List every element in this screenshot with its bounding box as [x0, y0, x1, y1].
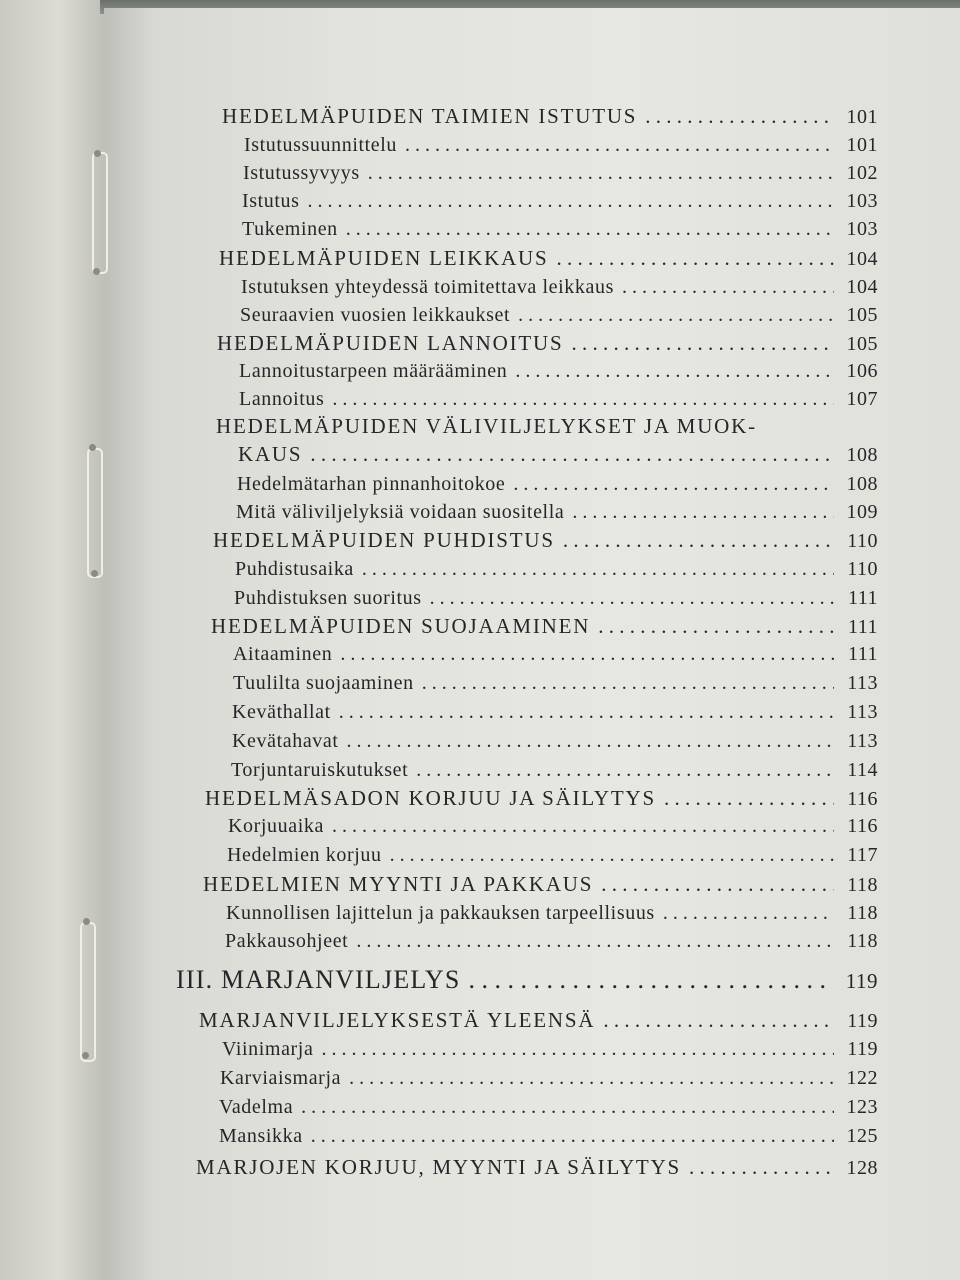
toc-entry-page: 101 — [846, 106, 878, 128]
dot-leader — [362, 558, 834, 581]
dot-leader — [513, 473, 834, 496]
toc-entry-title: Kunnollisen lajittelun ja pakkauksen tarpeellisuus — [226, 902, 655, 924]
toc-entry — [240, 304, 878, 327]
dot-leader — [356, 930, 834, 953]
toc-entry-page: 109 — [846, 501, 878, 523]
toc-entry — [233, 672, 878, 695]
toc-entry-title: Tuulilta suojaaminen — [233, 672, 414, 694]
toc-entry-title: Keväthallat — [232, 701, 331, 723]
toc-entry-title: Hedelmätarhan pinnanhoitokoe — [237, 473, 506, 495]
toc-entry-title: Korjuuaika — [228, 815, 324, 837]
toc-entry-title: Hedelmien korjuu — [227, 844, 382, 866]
toc-entry-page: 105 — [846, 333, 878, 355]
toc-entry-title: HEDELMÄPUIDEN LEIKKAUS — [219, 246, 549, 270]
toc-entry-title-wrapped: HEDELMÄPUIDEN VÄLIVILJELYKSET JA MUOK- — [216, 414, 757, 438]
toc-entry — [219, 246, 878, 271]
toc-entry — [222, 1038, 878, 1061]
toc-entry — [217, 331, 878, 356]
toc-entry — [244, 134, 878, 157]
toc-entry — [231, 759, 878, 782]
toc-entry — [220, 1067, 878, 1090]
dot-leader — [518, 304, 834, 327]
toc-entry-title: Torjuntaruiskutukset — [231, 759, 409, 781]
toc-entry-title: Tukeminen — [242, 218, 338, 240]
toc-entry-page: 111 — [847, 643, 878, 665]
toc-entry-title: Mansikka — [219, 1125, 303, 1147]
toc-entry-title: Lannoitustarpeen määrääminen — [239, 360, 508, 382]
toc-entry-title: HEDELMÄSADON KORJUU JA SÄILYTYS — [205, 786, 656, 810]
toc-entry-page: 128 — [846, 1157, 878, 1179]
toc-entry-page: 113 — [847, 701, 878, 723]
dot-leader — [339, 701, 834, 724]
dot-leader — [664, 786, 834, 811]
toc-entry — [242, 218, 878, 241]
toc-entry — [226, 902, 878, 925]
dot-leader — [557, 246, 835, 271]
toc-entry-page: 102 — [846, 162, 878, 184]
dot-leader — [311, 1125, 834, 1148]
toc-entry-page: 110 — [847, 530, 878, 552]
toc-entry-page: 101 — [846, 134, 878, 156]
dot-leader — [332, 388, 834, 411]
dot-leader — [622, 276, 834, 299]
dot-leader — [663, 902, 834, 925]
toc-entry-page: 103 — [846, 190, 878, 212]
toc-entry — [242, 190, 878, 213]
toc-entry-page: 110 — [847, 558, 878, 580]
toc-entry-page: 119 — [847, 1038, 878, 1060]
toc-entry — [219, 1125, 878, 1148]
toc-entry-title: Pakkausohjeet — [225, 930, 349, 952]
dot-leader — [405, 134, 834, 157]
toc-entry-title: MARJOJEN KORJUU, MYYNTI JA SÄILYTYS — [196, 1155, 682, 1179]
toc-entry-title: Istutussyvyys — [243, 162, 360, 184]
toc-entry-page: 108 — [846, 444, 878, 466]
toc-entry — [213, 528, 878, 553]
toc-entry-title: Aitaaminen — [233, 643, 333, 665]
toc-entry-page: 113 — [847, 730, 878, 752]
toc-entry-page: 106 — [846, 360, 878, 382]
toc-entry-page: 108 — [846, 473, 878, 495]
dot-leader — [301, 1096, 834, 1119]
toc-entry-page: 122 — [846, 1067, 878, 1089]
toc-entry — [233, 643, 878, 666]
toc-entry-page: 111 — [847, 616, 878, 638]
toc-entry-page: 116 — [847, 788, 878, 810]
toc-entry — [237, 473, 878, 496]
toc-entry-page: 118 — [847, 930, 878, 952]
dot-leader — [321, 1038, 834, 1061]
toc-entry — [227, 844, 878, 867]
dot-leader — [689, 1155, 834, 1180]
toc-entry — [238, 442, 878, 467]
toc-entry-title: Seuraavien vuosien leikkaukset — [240, 304, 511, 326]
toc-entry-page: 116 — [847, 815, 878, 837]
toc-entry-title: Istutus — [242, 190, 300, 212]
toc-entry — [228, 815, 878, 838]
toc-entry-title: HEDELMÄPUIDEN PUHDISTUS — [213, 528, 555, 552]
dot-leader — [368, 162, 834, 185]
toc-entry-page: 118 — [847, 874, 878, 896]
toc-entry-title: Puhdistuksen suoritus — [234, 587, 422, 609]
toc-entry-page: 119 — [847, 1010, 878, 1032]
dot-leader — [515, 360, 834, 383]
toc-entry-title: Vadelma — [219, 1096, 294, 1118]
toc-entry — [239, 360, 878, 383]
toc-entry — [205, 786, 878, 811]
toc-entry — [211, 614, 878, 639]
dot-leader — [416, 759, 834, 782]
dot-leader — [346, 218, 834, 241]
toc-entry-page: 118 — [847, 902, 878, 924]
toc-entry — [196, 1155, 878, 1180]
toc-entry-page: 107 — [846, 388, 878, 410]
dot-leader — [430, 587, 834, 610]
toc-entry — [232, 701, 878, 724]
toc-entry-page: 104 — [846, 276, 878, 298]
toc-entry — [225, 930, 878, 953]
toc-entry — [199, 1008, 878, 1033]
dot-leader — [572, 501, 834, 524]
toc-entry-page: 117 — [847, 844, 878, 866]
toc-entry-page: 111 — [847, 587, 878, 609]
toc-entry-title: Istutussuunnittelu — [244, 134, 398, 156]
toc-entry-title: HEDELMIEN MYYNTI JA PAKKAUS — [203, 872, 594, 896]
toc-entry — [219, 1096, 878, 1119]
dot-leader — [332, 815, 834, 838]
toc-entry-title: HEDELMÄPUIDEN LANNOITUS — [217, 331, 564, 355]
toc-entry-title: HEDELMÄPUIDEN TAIMIEN ISTUTUS — [222, 104, 638, 128]
toc-entry — [243, 162, 878, 185]
toc-entry — [234, 587, 878, 610]
toc-entry — [236, 501, 878, 524]
dot-leader — [422, 672, 834, 695]
toc-entry-title: Mitä väliviljelyksiä voidaan suositella — [236, 501, 565, 523]
dot-leader — [601, 872, 834, 897]
dot-leader — [349, 1067, 834, 1090]
toc-entry-title: Istutuksen yhteydessä toimitettava leikkaus — [241, 276, 614, 298]
toc-entry-page: 123 — [846, 1096, 878, 1118]
dot-leader — [571, 331, 834, 356]
toc-entry — [235, 558, 878, 581]
toc-entry — [232, 730, 878, 753]
toc-entry-page: 119 — [845, 969, 878, 993]
toc-entry-title: III. MARJANVILJELYS — [176, 965, 461, 994]
toc-entry-title: Puhdistusaika — [235, 558, 354, 580]
toc-entry-page: 113 — [847, 672, 878, 694]
dot-leader — [310, 442, 834, 467]
toc-entry-title: Viinimarja — [222, 1038, 314, 1060]
toc-entry-title: Lannoitus — [239, 388, 325, 410]
dot-leader — [645, 104, 834, 129]
toc-entry-title: KAUS — [238, 442, 303, 466]
toc-entry-page: 104 — [846, 248, 878, 270]
dot-leader — [603, 1008, 834, 1033]
dot-leader — [340, 643, 834, 666]
toc-entry-page: 125 — [846, 1125, 878, 1147]
dot-leader — [347, 730, 834, 753]
toc-entry-title: HEDELMÄPUIDEN SUOJAAMINEN — [211, 614, 591, 638]
toc-entry-title: Karviaismarja — [220, 1067, 342, 1089]
toc-entry — [239, 388, 878, 411]
dot-leader — [598, 614, 834, 639]
dot-leader — [469, 965, 834, 995]
toc-part-heading — [176, 965, 878, 995]
toc-entry — [203, 872, 878, 897]
toc-entry-page: 105 — [846, 304, 878, 326]
toc-entry-page: 103 — [846, 218, 878, 240]
toc-entry-title: MARJANVILJELYKSESTÄ YLEENSÄ — [199, 1008, 596, 1032]
dot-leader — [390, 844, 834, 867]
toc-entry — [222, 104, 878, 129]
toc-entry — [241, 276, 878, 299]
dot-leader — [308, 190, 834, 213]
toc-entry-title: Kevätahavat — [232, 730, 339, 752]
toc-entry-page: 114 — [847, 759, 878, 781]
dot-leader — [563, 528, 834, 553]
